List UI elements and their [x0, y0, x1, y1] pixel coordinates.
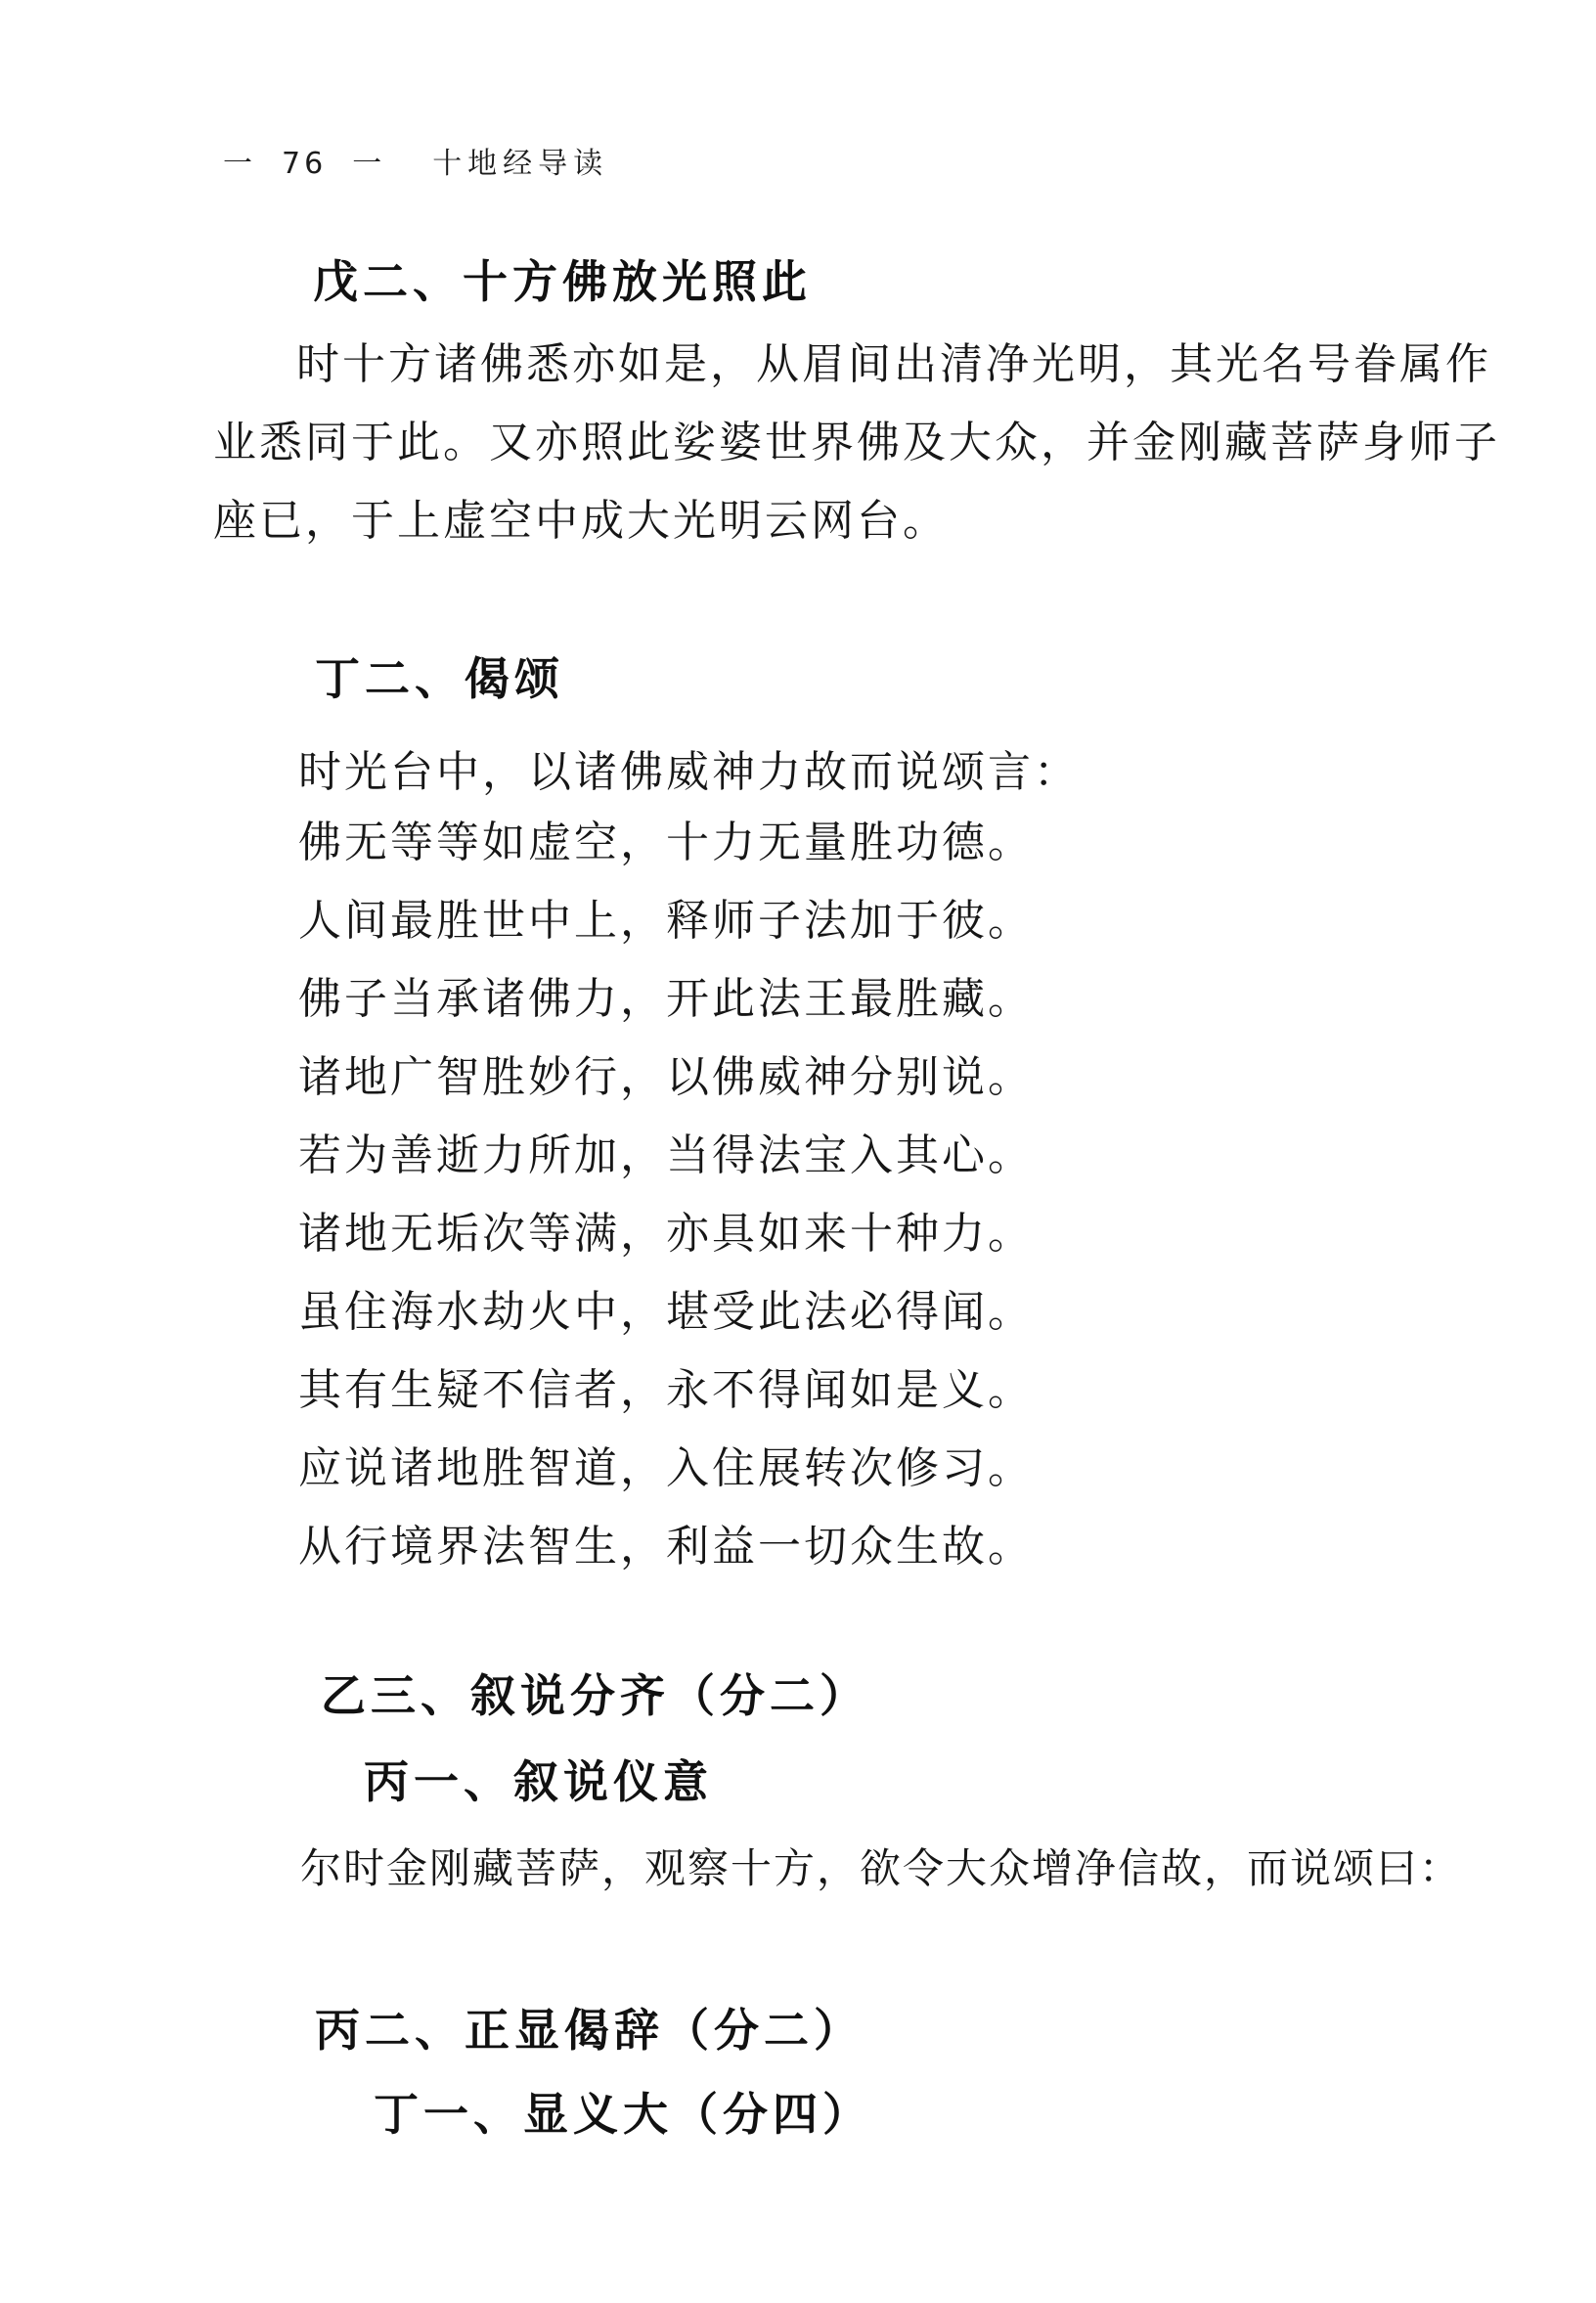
verse-intro-line: 时光台中，以诸佛威神力故而说颂言：	[298, 747, 1080, 797]
page-number-right-dash: 一	[352, 147, 386, 181]
verse-block	[298, 804, 1034, 1586]
verse-line-10: 从行境界法智生，利益一切众生故。	[298, 1522, 1034, 1572]
heading-yi3-narration-scope: 乙三、叙说分齐（分二）	[321, 1669, 869, 1722]
paragraph1-line2: 业悉同于此。又亦照此娑婆世界佛及大众，并金刚藏菩萨身师子	[213, 418, 1500, 467]
verse-line-6: 诸地无垢次等满，亦具如来十种力。	[298, 1209, 1034, 1259]
page-number: 76	[282, 147, 328, 181]
heading-wu2-ten-directions-buddhas: 戊二、十方佛放光照此	[313, 255, 812, 308]
heading-ding2-gatha: 丁二、偈颂	[315, 652, 564, 705]
heading-ding1-great-meaning: 丁一、显义大（分四）	[374, 2088, 872, 2141]
verse-line-4: 诸地广智胜妙行，以佛威神分别说。	[298, 1052, 1034, 1102]
verse-line-3: 佛子当承诸佛力，开此法王最胜藏。	[298, 974, 1034, 1024]
verse-line-1: 佛无等等如虚空，十力无量胜功德。	[298, 818, 1034, 867]
running-header	[223, 139, 608, 182]
verse-line-9: 应说诸地胜智道，入住展转次修习。	[298, 1443, 1034, 1493]
heading-bing1-narration-intent: 丙一、叙说仪意	[364, 1755, 713, 1808]
paragraph1-line3: 座已，于上虚空中成大光明云网台。	[213, 496, 949, 546]
book-title: 十地经导读	[432, 147, 609, 181]
paragraph1-line1: 时十方诸佛悉亦如是，从眉间出清净光明，其光名号眷属作	[296, 339, 1491, 389]
paragraph2-line: 尔时金刚藏菩萨，观察十方，欲令大众增净信故，而说颂曰：	[300, 1844, 1463, 1892]
verse-line-8: 其有生疑不信者，永不得闻如是义。	[298, 1365, 1034, 1415]
verse-line-5: 若为善逝力所加，当得法宝入其心。	[298, 1130, 1034, 1180]
verse-line-7: 虽住海水劫火中，堪受此法必得闻。	[298, 1287, 1034, 1337]
verse-line-2: 人间最胜世中上，释师子法加于彼。	[298, 896, 1034, 946]
heading-bing2-gatha-text: 丙二、正显偈辞（分二）	[315, 2004, 864, 2057]
page-number-left-dash: 一	[223, 147, 256, 181]
